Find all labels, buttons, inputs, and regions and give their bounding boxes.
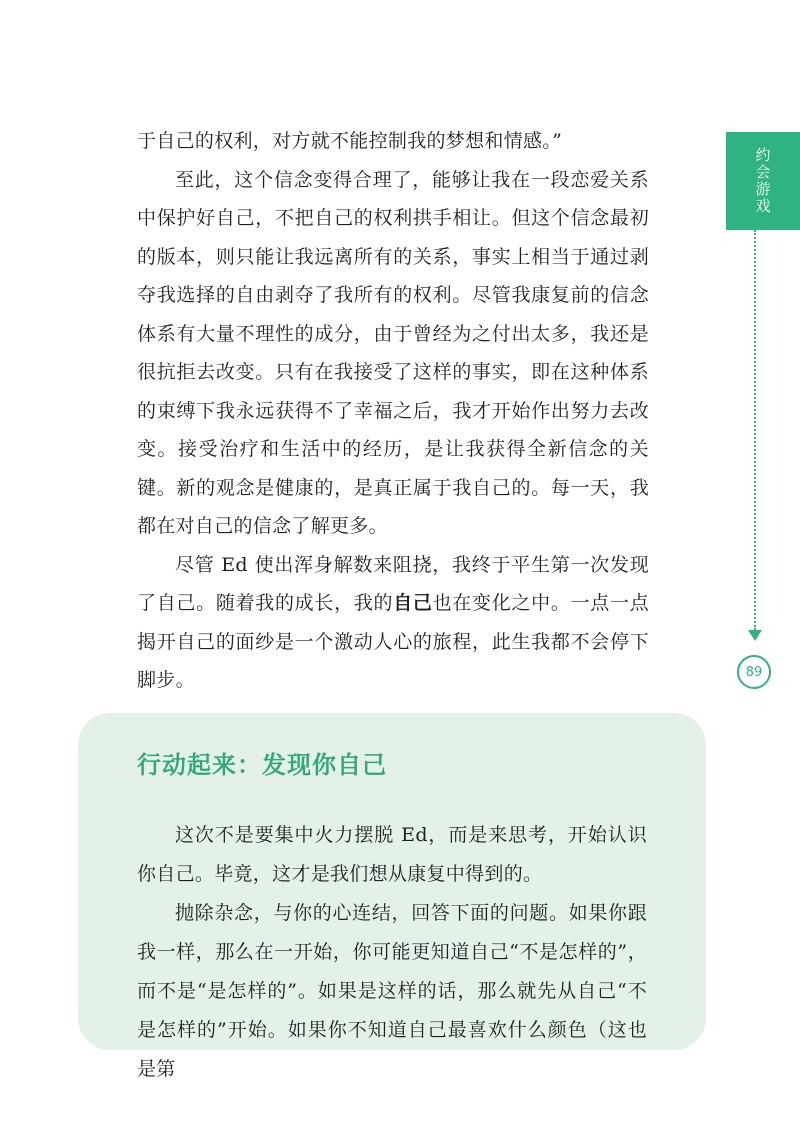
paragraph-3-end: 也在变化之中。一点一点揭开自己的面纱是一个激动人心的旅程，此生我都不会停下脚步。 xyxy=(137,592,649,691)
action-heading: 行动起来：发现你自己 xyxy=(137,751,387,779)
paragraph-3 xyxy=(137,546,649,700)
chapter-tab-label: 约会游戏 xyxy=(753,147,772,215)
page-number: 89 xyxy=(737,655,771,689)
emphasized-word: 自己 xyxy=(393,592,433,614)
paragraph-2: 至此，这个信念变得合理了，能够让我在一段恋爱关系中保护好自己，不把自己的权利拱手相让。但这个信念最初的版本，则只能让我远离所有的关系，事实上相当于通过剥夺我选择的自由剥夺了我所有的权利。尽管我康复前的信念体系有大量不理性的成分，由于曾经为之付出太多，我还是很抗拒去改变。只有在我接受了这样的事实，即在这种体系的束缚下我永远获得不了幸福之后，我才开始作出努力去改变。接受治疗和生活中的经历，是让我获得全新信念的关键。新的观念是健康的，是真正属于我自己的。每一天，我都在对自己的信念了解更多。 xyxy=(137,168,649,537)
action-text xyxy=(137,816,647,1089)
chapter-dotted-line xyxy=(754,230,756,630)
action-paragraph-2: 抛除杂念，与你的心连结，回答下面的问题。如果你跟我一样，那么在一开始，你可能更知道自己“不是怎样的”，而不是“是怎样的”。如果是这样的话，那么就先从自己“不是怎样的”开始。如果你不知道自己最喜欢什么颜色（这也是第 xyxy=(137,902,647,1080)
paragraph-1: 于自己的权利，对方就不能控制我的梦想和情感。” xyxy=(137,130,563,152)
arrow-down-icon xyxy=(748,630,762,641)
action-box xyxy=(78,713,706,1080)
paragraph-3-start: 尽管 Ed 使出浑身解数来阻挠，我终于平生第一次发现了自己。随着我的成长，我的 xyxy=(137,553,649,614)
action-paragraph-1: 这次不是要集中火力摆脱 Ed，而是来思考，开始认识你自己。毕竟，这才是我们想从康复中得到的。 xyxy=(137,824,647,885)
main-body-text xyxy=(137,122,649,700)
chapter-tab xyxy=(726,132,800,230)
